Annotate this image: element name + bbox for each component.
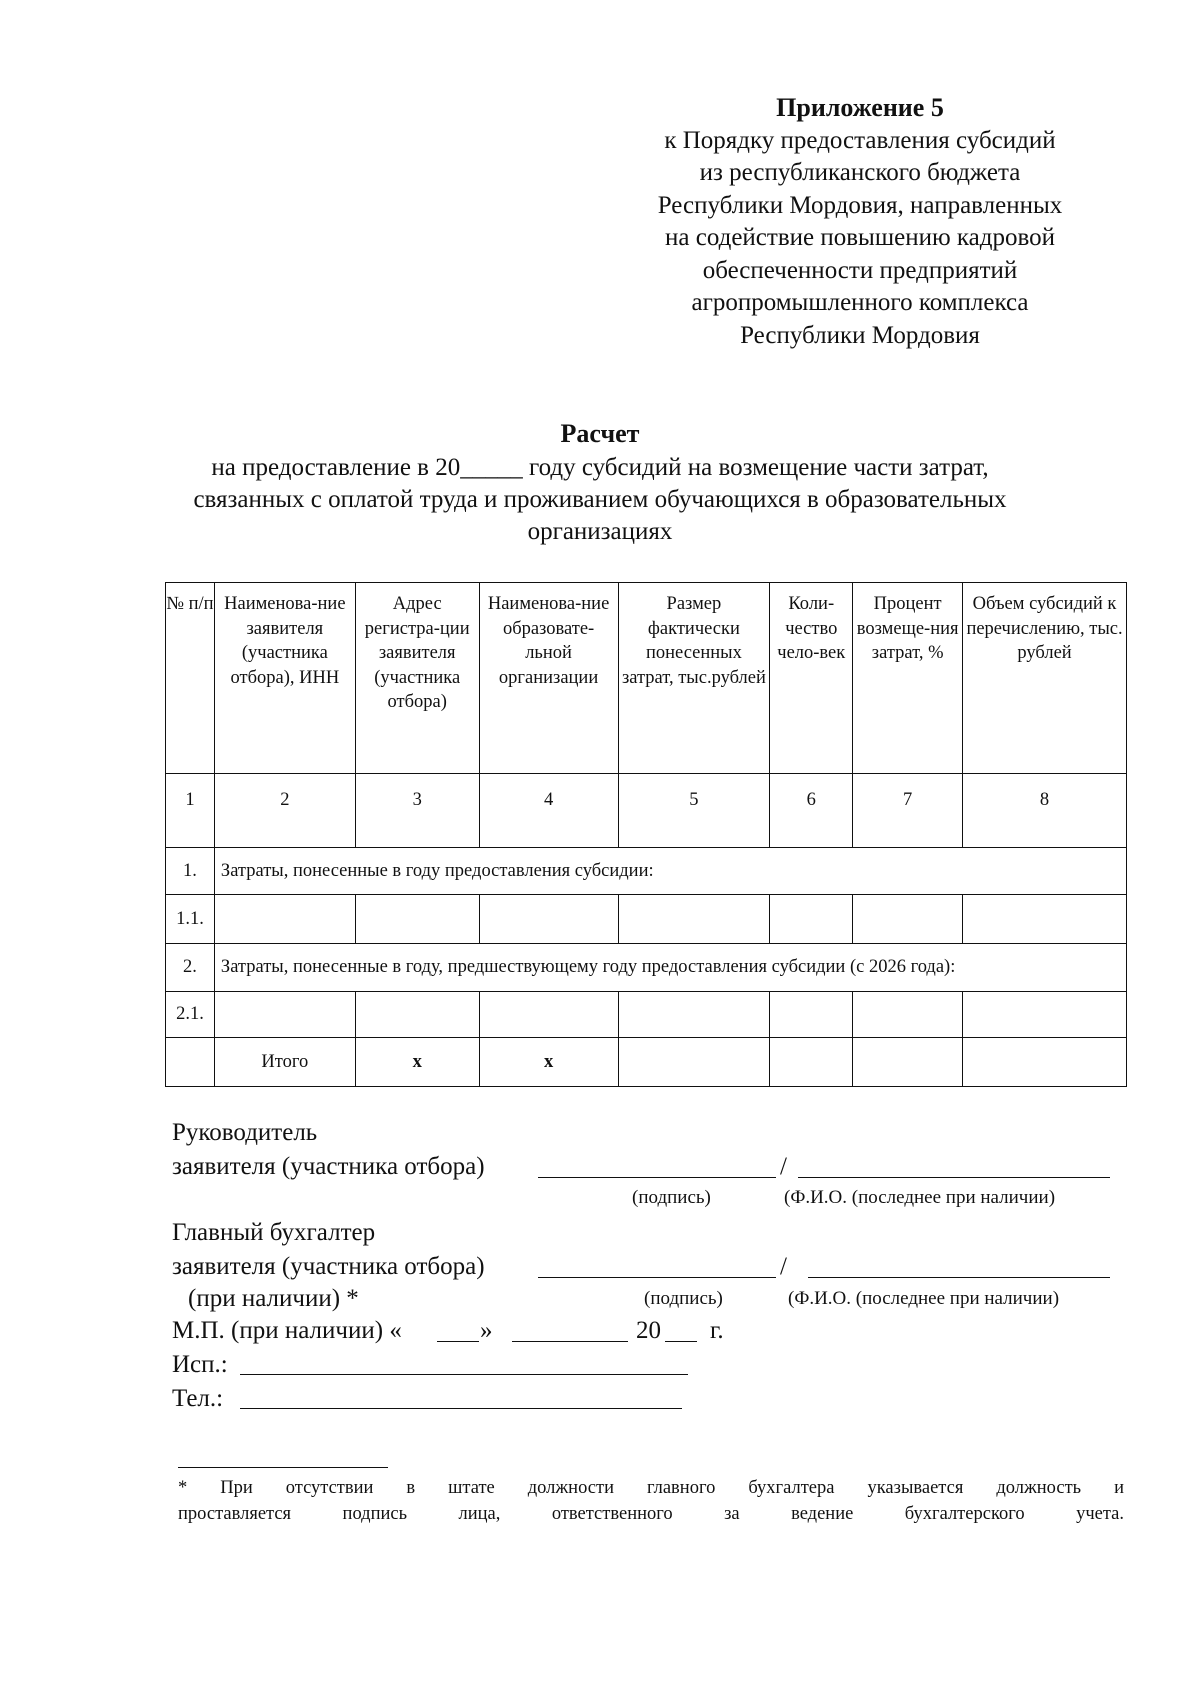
section-title: Затраты, понесенные в году, предшествующему году предоставления субсидии (с 2026 года): xyxy=(214,944,1126,992)
appendix-line: Республики Мордовия xyxy=(740,321,980,349)
table-cell[interactable] xyxy=(853,992,963,1038)
date-quote-close: » xyxy=(480,1317,493,1344)
table-cell[interactable] xyxy=(479,992,618,1038)
table-row xyxy=(166,992,1127,1038)
table-header-row xyxy=(166,583,1127,774)
total-cell-x: x xyxy=(479,1038,618,1087)
name-caption: (Ф.И.О. (последнее при наличии) xyxy=(788,1288,1060,1309)
column-number: 3 xyxy=(355,774,479,848)
section-number: 1. xyxy=(166,848,215,895)
header-cell-number: № п/п xyxy=(166,583,215,774)
column-number: 8 xyxy=(963,774,1127,848)
table-cell[interactable] xyxy=(963,1038,1127,1087)
footnote xyxy=(178,1475,1124,1527)
accountant-applicant-label: заявителя (участника отбора) xyxy=(172,1253,485,1280)
header-cell-people: Коли-чество чело-век xyxy=(770,583,853,774)
table-cell[interactable] xyxy=(479,895,618,944)
appendix-line: агропромышленного комплекса xyxy=(691,289,1029,316)
table-cell[interactable] xyxy=(770,992,853,1038)
calculation-line: на предоставление в 20_____ году субсидий на возмещение части затрат, xyxy=(211,454,989,481)
table-cell[interactable] xyxy=(618,895,770,944)
header-cell-organization: Наименова-ние образовате-льной организации xyxy=(479,583,618,774)
column-number: 5 xyxy=(618,774,770,848)
appendix-line: обеспеченности предприятий xyxy=(702,256,1018,284)
calculation-title: Расчет xyxy=(560,419,640,448)
executor-label: Исп.: xyxy=(172,1351,228,1378)
accountant-if-any-label: (при наличии) * xyxy=(188,1285,359,1312)
total-label: Итого xyxy=(214,1038,355,1087)
appendix-line: на содействие повышению кадровой xyxy=(665,224,1055,251)
footnote-divider xyxy=(178,1467,388,1468)
table-cell[interactable] xyxy=(214,992,355,1038)
date-month-line[interactable] xyxy=(512,1341,628,1342)
calculation-line: организациях xyxy=(527,518,673,545)
footnote-line: проставляется подпись лица, ответственного за ведение бухгалтерского учета. xyxy=(178,1504,1124,1524)
header-cell-percent: Процент возмеще-ния затрат, % xyxy=(853,583,963,774)
date-year-suffix: г. xyxy=(710,1317,724,1344)
table-cell[interactable] xyxy=(853,1038,963,1087)
table-cell xyxy=(166,1038,215,1087)
footnote-line: * При отсутствии в штате должности главного бухгалтера указывается должность и xyxy=(178,1478,1124,1498)
phone-label: Тел.: xyxy=(172,1385,224,1412)
header-cell-applicant: Наименова-ние заявителя (участника отбора), ИНН xyxy=(214,583,355,774)
phone-line[interactable] xyxy=(240,1408,682,1409)
header-cell-amount: Объем субсидий к перечислению, тыс. рублей xyxy=(963,583,1127,774)
column-number: 2 xyxy=(214,774,355,848)
table-cell[interactable] xyxy=(618,992,770,1038)
table-cell[interactable] xyxy=(355,895,479,944)
row-number: 2.1. xyxy=(166,992,215,1038)
accountant-title: Главный бухгалтер xyxy=(172,1219,376,1246)
row-number: 1.1. xyxy=(166,895,215,944)
slash-separator: / xyxy=(780,1153,787,1180)
column-number: 1 xyxy=(166,774,215,848)
date-year-prefix: 20 xyxy=(636,1317,661,1344)
header-cell-costs: Размер фактически понесенных затрат, тыс.рублей xyxy=(618,583,770,774)
column-number: 7 xyxy=(853,774,963,848)
section-title: Затраты, понесенные в году предоставления субсидии: xyxy=(214,848,1126,895)
table-cell[interactable] xyxy=(618,1038,770,1087)
stamp-label: М.П. (при наличии) « xyxy=(172,1317,402,1344)
table-cell[interactable] xyxy=(853,895,963,944)
table-cell[interactable] xyxy=(770,1038,853,1087)
table-cell[interactable] xyxy=(355,992,479,1038)
head-title: Руководитель xyxy=(172,1119,318,1146)
executor-line[interactable] xyxy=(240,1374,688,1375)
appendix-header xyxy=(600,92,1120,352)
calculation-heading xyxy=(100,418,1100,548)
table-cell[interactable] xyxy=(963,992,1127,1038)
section-number: 2. xyxy=(166,944,215,992)
appendix-title: Приложение 5 xyxy=(776,93,944,122)
head-name-line[interactable] xyxy=(798,1177,1110,1178)
name-caption: (Ф.И.О. (последнее при наличии) xyxy=(784,1187,1056,1208)
accountant-signature-line[interactable] xyxy=(538,1277,776,1278)
signature-caption: (подпись) xyxy=(644,1288,723,1309)
header-cell-address: Адрес регистра-ции заявителя (участника отбора) xyxy=(355,583,479,774)
total-row xyxy=(166,1038,1127,1087)
column-number-row xyxy=(166,774,1127,848)
column-number: 6 xyxy=(770,774,853,848)
subsidy-table xyxy=(165,582,1127,1087)
appendix-line: к Порядку предоставления субсидий xyxy=(664,126,1056,154)
appendix-line: Республики Мордовия, направленных xyxy=(657,191,1063,219)
section-row-1 xyxy=(166,848,1127,895)
table-cell[interactable] xyxy=(214,895,355,944)
column-number: 4 xyxy=(479,774,618,848)
total-cell-x: x xyxy=(355,1038,479,1087)
accountant-name-line[interactable] xyxy=(808,1277,1110,1278)
section-row-2 xyxy=(166,944,1127,992)
head-applicant-label: заявителя (участника отбора) xyxy=(172,1153,485,1180)
date-day-line[interactable] xyxy=(437,1341,479,1342)
calculation-line: связанных с оплатой труда и проживанием обучающихся в образовательных xyxy=(193,486,1007,513)
appendix-line: из республиканского бюджета xyxy=(699,159,1021,186)
table-row xyxy=(166,895,1127,944)
table-cell[interactable] xyxy=(963,895,1127,944)
table-cell[interactable] xyxy=(770,895,853,944)
slash-separator: / xyxy=(780,1253,787,1280)
signature-caption: (подпись) xyxy=(632,1187,711,1208)
date-year-line[interactable] xyxy=(665,1341,697,1342)
head-signature-line[interactable] xyxy=(538,1177,776,1178)
